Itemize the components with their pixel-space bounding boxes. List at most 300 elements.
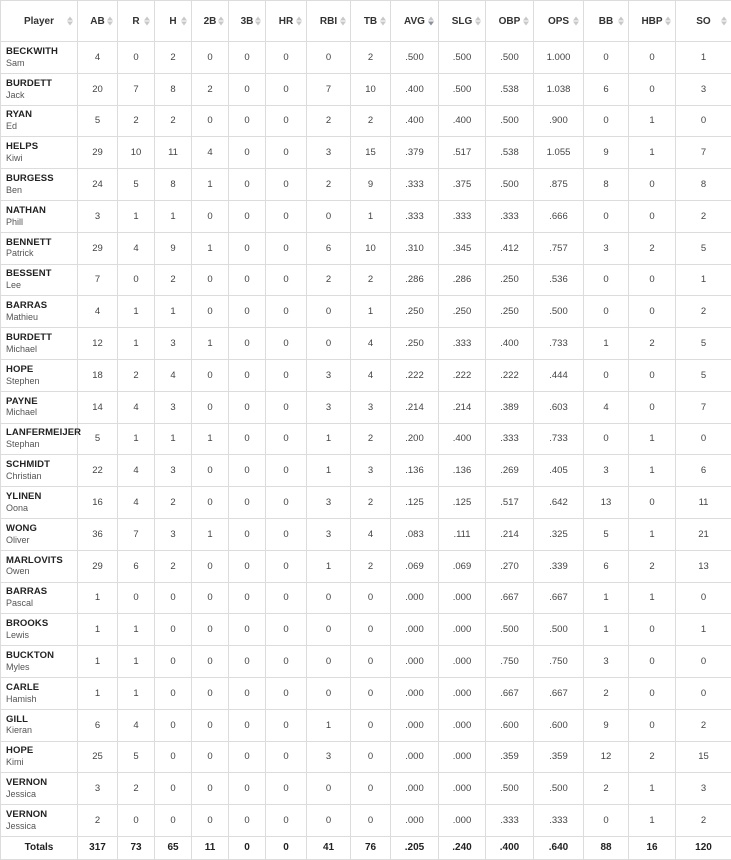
stat-cell-h: 3: [155, 455, 192, 487]
stat-cell-tb: 0: [351, 805, 391, 837]
stat-cell-2b: 0: [192, 105, 229, 137]
sort-ascending-icon: [296, 17, 302, 21]
player-cell: [1, 264, 78, 296]
stat-cell-tb: 1: [351, 200, 391, 232]
stat-cell-bb: 1: [584, 614, 629, 646]
sort-icon[interactable]: [255, 17, 261, 26]
stat-cell-bb: 2: [584, 677, 629, 709]
player-last-name: HOPE: [6, 745, 77, 757]
column-header-label: RBI: [320, 16, 337, 27]
stat-cell-hr: 0: [266, 614, 307, 646]
stat-cell-slg: .250: [439, 296, 486, 328]
stat-cell-ab: 29: [78, 232, 118, 264]
sort-icon[interactable]: [428, 17, 434, 26]
table-row: [1, 423, 731, 455]
stat-cell-2b: 0: [192, 550, 229, 582]
column-header-tb[interactable]: [351, 1, 391, 42]
column-header-avg[interactable]: [391, 1, 439, 42]
sort-descending-icon: [144, 22, 150, 26]
player-first-name: Owen: [6, 566, 77, 577]
stat-cell-so: 0: [676, 582, 731, 614]
table-row: [1, 550, 731, 582]
stat-cell-r: 1: [118, 646, 155, 678]
column-header-label: AVG: [404, 16, 425, 27]
stat-cell-hr: 0: [266, 646, 307, 678]
stat-cell-slg: .500: [439, 42, 486, 74]
stat-cell-h: 0: [155, 582, 192, 614]
stat-cell-h: 1: [155, 296, 192, 328]
sort-icon[interactable]: [475, 17, 481, 26]
stat-cell-so: 8: [676, 169, 731, 201]
stat-cell-2b: 0: [192, 646, 229, 678]
stat-cell-tb: 2: [351, 264, 391, 296]
sort-icon[interactable]: [107, 17, 113, 26]
stat-cell-bb: 0: [584, 105, 629, 137]
player-first-name: Kiwi: [6, 153, 77, 164]
stat-cell-hbp: 0: [629, 709, 676, 741]
table-row: [1, 391, 731, 423]
stat-cell-r: 1: [118, 614, 155, 646]
player-last-name: BURDETT: [6, 332, 77, 344]
stat-cell-hbp: 0: [629, 296, 676, 328]
sort-ascending-icon: [218, 17, 224, 21]
stat-cell-rbi: 1: [307, 423, 351, 455]
stat-cell-so: 7: [676, 391, 731, 423]
stat-cell-obp: .500: [486, 614, 534, 646]
stat-cell-hr: 0: [266, 328, 307, 360]
player-cell: [1, 805, 78, 837]
stat-cell-avg: .125: [391, 487, 439, 519]
stat-cell-slg: .069: [439, 550, 486, 582]
stat-cell-obp: .333: [486, 200, 534, 232]
sort-ascending-icon: [573, 17, 579, 21]
column-header-hbp[interactable]: [629, 1, 676, 42]
stat-cell-3b: 0: [229, 614, 266, 646]
stat-cell-h: 0: [155, 773, 192, 805]
stat-cell-avg: .000: [391, 709, 439, 741]
stat-cell-obp: .269: [486, 455, 534, 487]
stat-cell-r: 1: [118, 328, 155, 360]
stat-cell-so: 13: [676, 550, 731, 582]
total-cell-2b: 11: [192, 836, 229, 859]
stat-cell-hbp: 1: [629, 423, 676, 455]
stat-cell-bb: 5: [584, 518, 629, 550]
column-header-player[interactable]: [1, 1, 78, 42]
stat-cell-avg: .250: [391, 328, 439, 360]
stat-cell-rbi: 0: [307, 42, 351, 74]
player-last-name: NATHAN: [6, 205, 77, 217]
stat-cell-r: 0: [118, 582, 155, 614]
stat-cell-ab: 5: [78, 105, 118, 137]
player-last-name: BENNETT: [6, 237, 77, 249]
stat-cell-ops: .667: [534, 582, 584, 614]
stat-cell-bb: 6: [584, 73, 629, 105]
sort-icon[interactable]: [144, 17, 150, 26]
stat-cell-rbi: 0: [307, 296, 351, 328]
stat-cell-hr: 0: [266, 264, 307, 296]
stat-cell-ab: 1: [78, 646, 118, 678]
stat-cell-3b: 0: [229, 423, 266, 455]
stat-cell-avg: .083: [391, 518, 439, 550]
stat-cell-so: 5: [676, 328, 731, 360]
stat-cell-2b: 0: [192, 359, 229, 391]
total-cell-r: 73: [118, 836, 155, 859]
stat-cell-slg: .400: [439, 423, 486, 455]
stat-cell-hbp: 0: [629, 391, 676, 423]
stat-cell-slg: .375: [439, 169, 486, 201]
stat-cell-obp: .600: [486, 709, 534, 741]
total-cell-slg: .240: [439, 836, 486, 859]
player-cell: [1, 487, 78, 519]
stat-cell-h: 0: [155, 805, 192, 837]
stat-cell-h: 0: [155, 646, 192, 678]
stat-cell-hbp: 1: [629, 455, 676, 487]
player-cell: [1, 709, 78, 741]
stat-cell-bb: 2: [584, 773, 629, 805]
stat-cell-ab: 18: [78, 359, 118, 391]
player-cell: [1, 550, 78, 582]
player-cell: [1, 328, 78, 360]
column-header-slg[interactable]: [439, 1, 486, 42]
player-first-name: Michael: [6, 344, 77, 355]
stat-cell-hbp: 0: [629, 359, 676, 391]
stat-cell-slg: .333: [439, 328, 486, 360]
stat-cell-so: 0: [676, 646, 731, 678]
stat-cell-ab: 4: [78, 296, 118, 328]
stat-cell-ab: 25: [78, 741, 118, 773]
totals-row: [1, 836, 731, 859]
stat-cell-ab: 5: [78, 423, 118, 455]
stat-cell-avg: .000: [391, 677, 439, 709]
column-header-label: R: [132, 16, 139, 27]
stat-cell-ab: 24: [78, 169, 118, 201]
player-last-name: BURGESS: [6, 173, 77, 185]
stat-cell-hbp: 2: [629, 741, 676, 773]
column-header-so[interactable]: [676, 1, 731, 42]
stat-cell-slg: .286: [439, 264, 486, 296]
stat-cell-ab: 1: [78, 582, 118, 614]
stat-cell-so: 5: [676, 232, 731, 264]
player-first-name: Oona: [6, 503, 77, 514]
stat-cell-3b: 0: [229, 582, 266, 614]
stat-cell-so: 2: [676, 296, 731, 328]
stat-cell-bb: 0: [584, 423, 629, 455]
stat-cell-tb: 2: [351, 423, 391, 455]
sort-icon[interactable]: [340, 17, 346, 26]
stat-cell-3b: 0: [229, 518, 266, 550]
sort-icon[interactable]: [573, 17, 579, 26]
stat-cell-ops: 1.000: [534, 42, 584, 74]
player-cell: [1, 423, 78, 455]
stat-cell-tb: 0: [351, 677, 391, 709]
stat-cell-avg: .333: [391, 169, 439, 201]
total-cell-tb: 76: [351, 836, 391, 859]
stat-cell-r: 10: [118, 137, 155, 169]
stat-cell-so: 3: [676, 73, 731, 105]
sort-ascending-icon: [721, 17, 727, 21]
stat-cell-obp: .270: [486, 550, 534, 582]
table-row: [1, 328, 731, 360]
stat-cell-avg: .250: [391, 296, 439, 328]
player-first-name: Ben: [6, 185, 77, 196]
sort-descending-icon: [218, 22, 224, 26]
column-header-ops[interactable]: [534, 1, 584, 42]
column-header-label: AB: [90, 16, 104, 27]
stat-cell-rbi: 0: [307, 582, 351, 614]
stat-cell-tb: 2: [351, 42, 391, 74]
stat-cell-tb: 0: [351, 709, 391, 741]
stat-cell-obp: .250: [486, 264, 534, 296]
stat-cell-ops: .666: [534, 200, 584, 232]
stat-cell-r: 7: [118, 518, 155, 550]
stat-cell-rbi: 1: [307, 550, 351, 582]
stat-cell-bb: 12: [584, 741, 629, 773]
stat-cell-avg: .069: [391, 550, 439, 582]
stat-cell-bb: 1: [584, 328, 629, 360]
table-row: [1, 264, 731, 296]
sort-icon[interactable]: [523, 17, 529, 26]
stat-cell-slg: .214: [439, 391, 486, 423]
player-first-name: Mathieu: [6, 312, 77, 323]
sort-icon[interactable]: [665, 17, 671, 26]
table-row: [1, 359, 731, 391]
column-header-r[interactable]: [118, 1, 155, 42]
column-header-ab[interactable]: [78, 1, 118, 42]
stat-cell-r: 2: [118, 105, 155, 137]
player-last-name: LANFERMEIJER: [6, 427, 77, 439]
column-header-hr[interactable]: [266, 1, 307, 42]
player-first-name: Lewis: [6, 630, 77, 641]
stat-cell-h: 1: [155, 423, 192, 455]
stat-cell-ops: .536: [534, 264, 584, 296]
stat-cell-slg: .000: [439, 677, 486, 709]
stat-cell-so: 7: [676, 137, 731, 169]
column-header-2b[interactable]: [192, 1, 229, 42]
stat-cell-slg: .000: [439, 773, 486, 805]
stat-cell-2b: 0: [192, 677, 229, 709]
sort-descending-icon: [665, 22, 671, 26]
sort-ascending-icon: [181, 17, 187, 21]
stat-cell-ab: 2: [78, 805, 118, 837]
sort-descending-icon: [618, 22, 624, 26]
sort-descending-icon: [340, 22, 346, 26]
player-first-name: Oliver: [6, 535, 77, 546]
stat-cell-bb: 9: [584, 709, 629, 741]
sort-descending-icon: [107, 22, 113, 26]
sort-icon[interactable]: [721, 17, 727, 26]
player-last-name: BURDETT: [6, 78, 77, 90]
stat-cell-3b: 0: [229, 359, 266, 391]
player-cell: [1, 677, 78, 709]
total-cell-so: 120: [676, 836, 731, 859]
stat-cell-bb: 4: [584, 391, 629, 423]
stat-cell-avg: .310: [391, 232, 439, 264]
stat-cell-so: 5: [676, 359, 731, 391]
stat-cell-slg: .000: [439, 709, 486, 741]
table-row: [1, 677, 731, 709]
stat-cell-3b: 0: [229, 455, 266, 487]
table-row: [1, 105, 731, 137]
stat-cell-obp: .333: [486, 423, 534, 455]
stat-cell-tb: 9: [351, 169, 391, 201]
stat-cell-slg: .125: [439, 487, 486, 519]
column-header-bb[interactable]: [584, 1, 629, 42]
stat-cell-2b: 0: [192, 614, 229, 646]
column-header-h[interactable]: [155, 1, 192, 42]
stat-cell-so: 2: [676, 709, 731, 741]
column-header-rbi[interactable]: [307, 1, 351, 42]
stat-cell-hr: 0: [266, 582, 307, 614]
stat-cell-3b: 0: [229, 73, 266, 105]
player-first-name: Lee: [6, 280, 77, 291]
stat-cell-3b: 0: [229, 169, 266, 201]
column-header-label: TB: [364, 16, 377, 27]
player-first-name: Sam: [6, 58, 77, 69]
stat-cell-r: 0: [118, 805, 155, 837]
sort-ascending-icon: [380, 17, 386, 21]
stat-cell-avg: .136: [391, 455, 439, 487]
stat-cell-2b: 0: [192, 741, 229, 773]
stat-cell-ops: 1.055: [534, 137, 584, 169]
stat-cell-tb: 10: [351, 232, 391, 264]
player-last-name: YLINEN: [6, 491, 77, 503]
player-cell: [1, 359, 78, 391]
stat-cell-r: 2: [118, 359, 155, 391]
sort-ascending-icon: [340, 17, 346, 21]
stat-cell-rbi: 1: [307, 709, 351, 741]
stat-cell-slg: .400: [439, 105, 486, 137]
stat-cell-rbi: 0: [307, 773, 351, 805]
stat-cell-r: 7: [118, 73, 155, 105]
column-header-3b[interactable]: [229, 1, 266, 42]
table-body: [1, 42, 731, 837]
stat-cell-hbp: 0: [629, 614, 676, 646]
stat-cell-tb: 3: [351, 455, 391, 487]
sort-icon[interactable]: [380, 17, 386, 26]
stat-cell-so: 1: [676, 614, 731, 646]
sort-icon[interactable]: [218, 17, 224, 26]
stat-cell-2b: 0: [192, 487, 229, 519]
player-last-name: WONG: [6, 523, 77, 535]
stat-cell-tb: 2: [351, 487, 391, 519]
stat-cell-slg: .222: [439, 359, 486, 391]
column-header-label: OPS: [548, 16, 569, 27]
stat-cell-ab: 1: [78, 614, 118, 646]
player-last-name: PAYNE: [6, 396, 77, 408]
sort-ascending-icon: [107, 17, 113, 21]
column-header-label: BB: [599, 16, 613, 27]
stat-cell-slg: .345: [439, 232, 486, 264]
stat-cell-obp: .214: [486, 518, 534, 550]
total-cell-hbp: 16: [629, 836, 676, 859]
stat-cell-ab: 20: [78, 73, 118, 105]
sort-ascending-icon: [144, 17, 150, 21]
stat-cell-h: 9: [155, 232, 192, 264]
stat-cell-slg: .000: [439, 614, 486, 646]
stat-cell-3b: 0: [229, 773, 266, 805]
stat-cell-2b: 0: [192, 296, 229, 328]
stat-cell-3b: 0: [229, 487, 266, 519]
player-last-name: HOPE: [6, 364, 77, 376]
stat-cell-r: 5: [118, 741, 155, 773]
stat-cell-ops: .900: [534, 105, 584, 137]
stat-cell-obp: .333: [486, 805, 534, 837]
stat-cell-rbi: 0: [307, 646, 351, 678]
stat-cell-ops: .600: [534, 709, 584, 741]
sort-icon[interactable]: [618, 17, 624, 26]
stat-cell-2b: 0: [192, 582, 229, 614]
stat-cell-avg: .379: [391, 137, 439, 169]
stat-cell-ops: .333: [534, 805, 584, 837]
stat-cell-r: 6: [118, 550, 155, 582]
stat-cell-r: 4: [118, 232, 155, 264]
stat-cell-hbp: 0: [629, 487, 676, 519]
stat-cell-bb: 0: [584, 42, 629, 74]
stat-cell-hbp: 0: [629, 677, 676, 709]
stat-cell-r: 4: [118, 487, 155, 519]
stat-cell-rbi: 3: [307, 137, 351, 169]
stat-cell-hr: 0: [266, 550, 307, 582]
stat-cell-2b: 0: [192, 805, 229, 837]
sort-ascending-icon: [428, 17, 434, 21]
stat-cell-tb: 15: [351, 137, 391, 169]
stat-cell-so: 21: [676, 518, 731, 550]
sort-icon[interactable]: [296, 17, 302, 26]
stat-cell-avg: .286: [391, 264, 439, 296]
stat-cell-h: 2: [155, 550, 192, 582]
stat-cell-hr: 0: [266, 709, 307, 741]
stat-cell-ab: 22: [78, 455, 118, 487]
stat-cell-hr: 0: [266, 200, 307, 232]
table-row: [1, 169, 731, 201]
stat-cell-ab: 6: [78, 709, 118, 741]
stat-cell-rbi: 3: [307, 359, 351, 391]
sort-descending-icon: [721, 22, 727, 26]
stat-cell-bb: 0: [584, 264, 629, 296]
stat-cell-rbi: 3: [307, 391, 351, 423]
total-cell-hr: 0: [266, 836, 307, 859]
stat-cell-avg: .000: [391, 805, 439, 837]
table-row: [1, 741, 731, 773]
stat-cell-bb: 13: [584, 487, 629, 519]
stat-cell-ops: .359: [534, 741, 584, 773]
stat-cell-avg: .500: [391, 42, 439, 74]
stat-cell-rbi: 0: [307, 328, 351, 360]
stat-cell-slg: .000: [439, 582, 486, 614]
sort-icon[interactable]: [67, 17, 73, 26]
sort-ascending-icon: [255, 17, 261, 21]
stat-cell-ops: .339: [534, 550, 584, 582]
stat-cell-slg: .000: [439, 805, 486, 837]
column-header-label: HBP: [641, 16, 662, 27]
stat-cell-2b: 0: [192, 200, 229, 232]
stat-cell-3b: 0: [229, 677, 266, 709]
stat-cell-so: 2: [676, 805, 731, 837]
stat-cell-obp: .222: [486, 359, 534, 391]
sort-icon[interactable]: [181, 17, 187, 26]
stat-cell-bb: 0: [584, 805, 629, 837]
stat-cell-hr: 0: [266, 42, 307, 74]
stat-cell-tb: 0: [351, 614, 391, 646]
stat-cell-2b: 1: [192, 328, 229, 360]
player-cell: [1, 582, 78, 614]
column-header-obp[interactable]: [486, 1, 534, 42]
stat-cell-hbp: 0: [629, 200, 676, 232]
stat-cell-h: 2: [155, 487, 192, 519]
player-cell: [1, 518, 78, 550]
stat-cell-ab: 14: [78, 391, 118, 423]
stat-cell-ab: 36: [78, 518, 118, 550]
